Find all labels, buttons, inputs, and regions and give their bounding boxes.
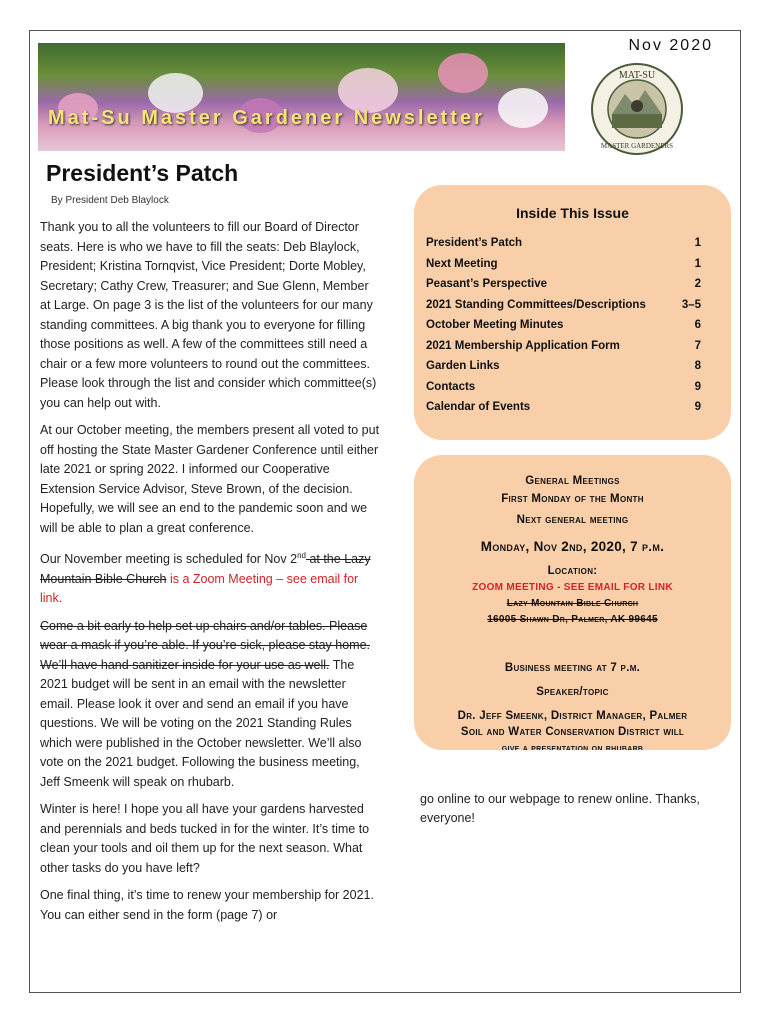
contents-item-page: 3–5 [681, 298, 701, 311]
contents-item-label: October Meeting Minutes [426, 319, 564, 332]
flower-decoration [438, 53, 488, 93]
flower-decoration [498, 88, 548, 128]
logo-text-bottom: MASTER GARDENERS [600, 142, 674, 150]
banner [38, 43, 565, 151]
contents-item-label: Calendar of Events [426, 401, 531, 414]
struck-location: at the Lazy Mountain Bible Church [40, 552, 371, 586]
contents-row [426, 397, 701, 418]
contents-table [426, 233, 701, 418]
contents-item-page: 8 [694, 360, 701, 373]
struck-instructions: Come a bit early to help set up chairs and/or tables. Please wear a mask if you’re able. If you’re sick, please stay home. We’ll have hand sanitizer inside for your use as well. [40, 618, 371, 672]
contents-row [426, 336, 701, 357]
contents-item-page: 6 [694, 319, 701, 332]
banner-title: Mat-Su Master Gardener Newsletter [48, 107, 485, 129]
article-paragraph: Thank you to all the volunteers to fill our Board of Director seats. Here is who we have to fill the seats: Deb Blaylock, President; Kristina Tornqvist, Vice President; Dorte Mobley, Secretary; Cathy Crew, Treasurer; and Sue Glenn, Member at Large. On page 3 is the list of the volunteers for our many standing committees. A big thank you to everyone for filling those positions as well. A few of the committees still need a chair or a few more volunteers to round out the committees. Please look through the list and consider which committee(s) you can help out with. [40, 220, 377, 410]
contents-row [426, 315, 701, 336]
speaker-affiliation: Soil and Water Conservation District will [460, 726, 685, 738]
contents-item-page: 1 [694, 257, 701, 270]
article-body [40, 218, 380, 933]
struck-church: Lazy Mountain Bible Church [506, 598, 639, 609]
contents-item-page: 9 [694, 380, 701, 393]
meetings-schedule: First Monday of the Month [501, 493, 644, 505]
mat-su-logo [590, 62, 684, 156]
contents-item-label: President’s Patch [426, 237, 523, 250]
contents-item-label: Contacts [426, 380, 476, 393]
inside-this-issue-box [414, 185, 731, 440]
article-title: President’s Patch [46, 160, 239, 186]
contents-row [426, 274, 701, 295]
business-meeting-time: Business meeting at 7 p.m. [504, 662, 641, 674]
general-meetings-box [414, 455, 731, 750]
location-label: Location: [547, 565, 598, 577]
contents-item-page: 1 [694, 237, 701, 250]
article-paragraph: Winter is here! I hope you all have your gardens harvested and perennials and beds tucked in for the winter. It’s time to clean your tools and oil them up for the next season. What other tasks do you have left? [40, 802, 370, 875]
contents-item-label: 2021 Standing Committees/Descriptions [426, 298, 646, 311]
contents-item-page: 2 [694, 278, 701, 291]
article-paragraph: One final thing, it’s time to renew your membership for 2021. You can either send in the form (page 7) or [40, 888, 374, 922]
zoom-location: ZOOM MEETING - SEE EMAIL FOR LINK [472, 582, 673, 593]
article-paragraph [40, 546, 380, 609]
next-meeting-label: Next general meeting [516, 514, 629, 526]
budget-text: The 2021 budget will be sent in an email with the newsletter email. Please look it over and send an email if you have questions. We will be voting on the 2021 Standing Rules which were published in the October newsletter. We’ll also vote on the 2021 budget. Following the business meeting, Jeff Smeenk will speak on rhubarb. [40, 657, 362, 789]
meetings-heading: General Meetings [525, 475, 620, 487]
contents-row [426, 377, 701, 398]
contents-item-label: Next Meeting [426, 257, 498, 270]
logo-text-top: MAT-SU [618, 70, 656, 81]
article-paragraph: At our October meeting, the members present all voted to put off hosting the State Master Gardener Conference until either late 2021 or spring 2022. I informed our Cooperative Extension Service Advisor, Steve Brown, of the decision. Hopefully, we will see an end to the pandemic soon and we will be able to plan a great conference. [40, 423, 380, 535]
speaker-name: Dr. Jeff Smeenk, District Manager, Palmer [457, 710, 688, 722]
contents-item-page: 7 [694, 339, 701, 352]
contents-item-label: 2021 Membership Application Form [426, 339, 620, 352]
inside-heading: Inside This Issue [516, 205, 629, 221]
zoom-notice: is a Zoom Meeting – see email for link. [40, 571, 359, 606]
speaker-label: Speaker/topic [536, 686, 609, 698]
contents-row [426, 295, 701, 316]
date-suffix: nd [297, 551, 306, 560]
struck-address: 16005 Shawn Dr, Palmer, AK 99645 [487, 614, 658, 625]
contents-row [426, 233, 701, 254]
article-paragraph [40, 617, 380, 793]
contents-item-page: 9 [694, 401, 701, 414]
article-byline: By President Deb Blaylock [51, 195, 169, 206]
contents-row [426, 254, 701, 275]
meeting-date-text: Our November meeting is scheduled for Nov 2 [40, 552, 298, 567]
contents-item-label: Peasant’s Perspective [426, 278, 548, 291]
article-continued: go online to our webpage to renew online. Thanks, everyone! [420, 792, 700, 825]
issue-date: Nov 2020 [628, 37, 713, 54]
contents-row [426, 356, 701, 377]
speaker-topic: give a presentation on rhubarb [501, 743, 644, 750]
next-meeting-date: Monday, Nov 2nd, 2020, 7 p.m. [480, 539, 665, 554]
contents-item-label: Garden Links [426, 360, 500, 373]
